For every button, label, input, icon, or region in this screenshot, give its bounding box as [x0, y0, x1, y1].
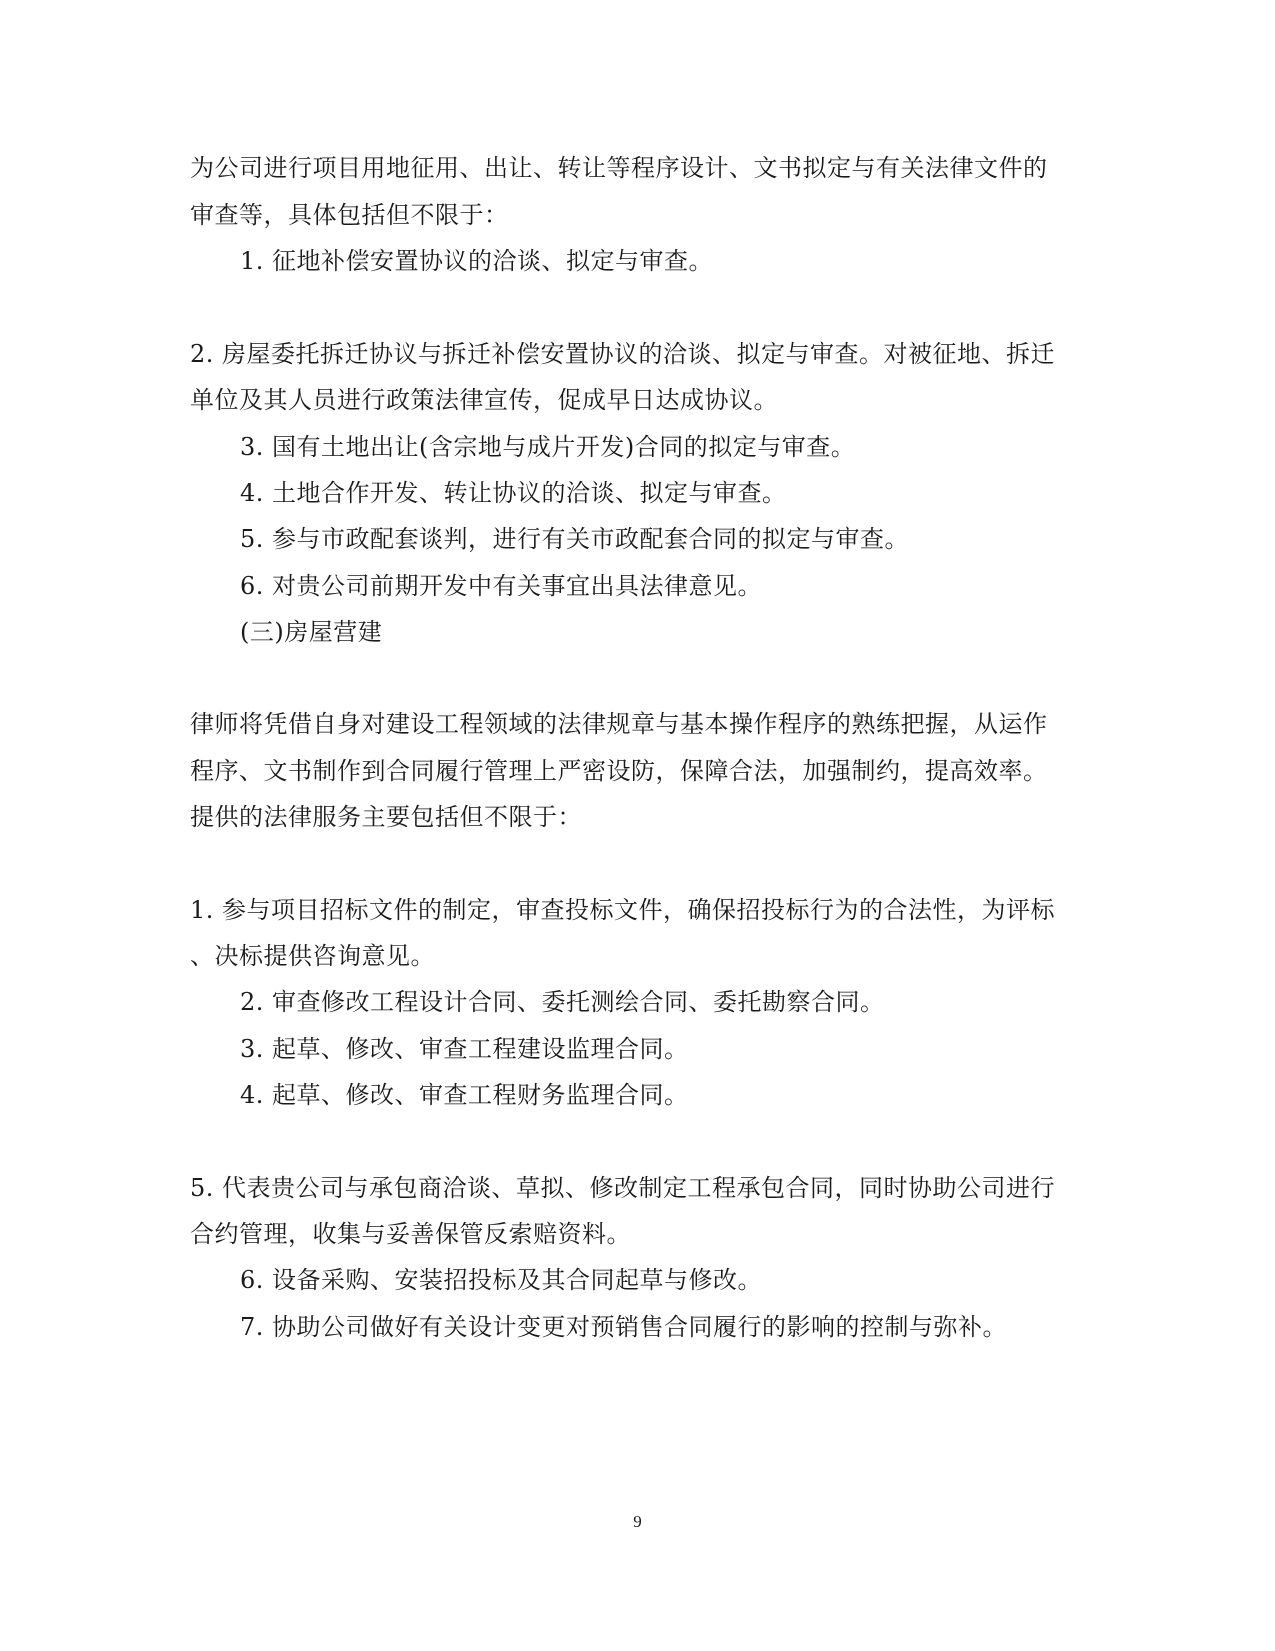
page-number: 9 — [633, 1512, 642, 1531]
section-heading: (三)房屋营建 — [240, 618, 383, 646]
list-item: 3. 起草、修改、审查工程建设监理合同。 — [240, 1035, 689, 1063]
text-line: 程序、文书制作到合同履行管理上严密设防，保障合法，加强制约，提高效率。 — [190, 757, 1048, 785]
list-item: 6. 设备采购、安装招投标及其合同起草与修改。 — [240, 1266, 763, 1294]
list-item: 1. 参与项目招标文件的制定，审查投标文件，确保招投标行为的合法性，为评标 — [190, 896, 1056, 924]
list-item: 7. 协助公司做好有关设计变更对预销售合同履行的影响的控制与弥补。 — [240, 1313, 1008, 1341]
text-line: 单位及其人员进行政策法律宣传，促成早日达成协议。 — [190, 386, 778, 414]
list-item: 4. 起草、修改、审查工程财务监理合同。 — [240, 1081, 689, 1109]
text-line: 合约管理，收集与妥善保管反索赔资料。 — [190, 1220, 631, 1248]
text-line: 律师将凭借自身对建设工程领域的法律规章与基本操作程序的熟练把握，从运作 — [190, 710, 1048, 738]
list-item: 1. 征地补偿安置协议的洽谈、拟定与审查。 — [240, 247, 714, 275]
text-line: 审查等，具体包括但不限于： — [190, 201, 509, 229]
list-item: 2. 审查修改工程设计合同、委托测绘合同、委托勘察合同。 — [240, 988, 885, 1016]
text-line: 提供的法律服务主要包括但不限于： — [190, 803, 582, 831]
list-item: 5. 代表贵公司与承包商洽谈、草拟、修改制定工程承包合同，同时协助公司进行 — [190, 1174, 1056, 1202]
list-item: 2. 房屋委托拆迁协议与拆迁补偿安置协议的洽谈、拟定与审查。对被征地、拆迁 — [190, 340, 1056, 368]
list-item: 4. 土地合作开发、转让协议的洽谈、拟定与审查。 — [240, 479, 787, 507]
text-line: 为公司进行项目用地征用、出让、转让等程序设计、文书拟定与有关法律文件的 — [190, 154, 1048, 182]
list-item: 5. 参与市政配套谈判，进行有关市政配套合同的拟定与审查。 — [240, 525, 910, 553]
text-line: 、决标提供咨询意见。 — [190, 942, 435, 970]
list-item: 3. 国有土地出让(含宗地与成片开发)合同的拟定与审查。 — [240, 433, 856, 461]
list-item: 6. 对贵公司前期开发中有关事宜出具法律意见。 — [240, 572, 763, 600]
